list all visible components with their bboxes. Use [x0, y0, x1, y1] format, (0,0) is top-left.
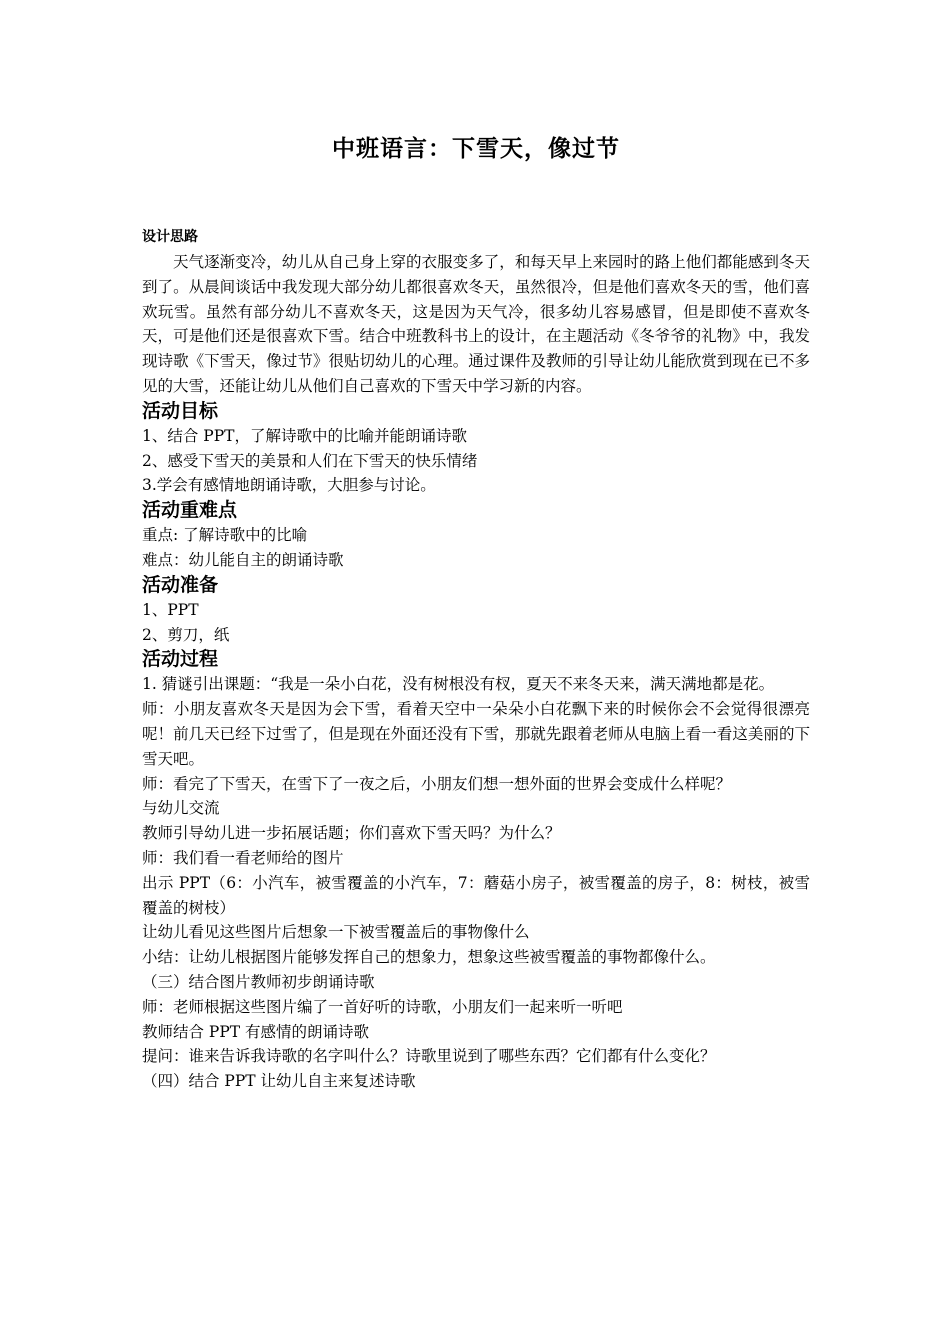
process-heading: 活动过程 — [142, 648, 219, 671]
process-item: 与幼儿交流 — [142, 799, 220, 818]
goals-heading: 活动目标 — [142, 399, 219, 422]
process-item: 师：老师根据这些图片编了一首好听的诗歌，小朋友们一起来听一听吧 — [142, 997, 623, 1016]
process-item: 师：看完了下雪天，在雪下了一夜之后，小朋友们想一想外面的世界会变成什么样呢？ — [142, 774, 732, 793]
design-label: 设计思路 — [142, 229, 198, 245]
goal-item: 3.学会有感情地朗诵诗歌，大胆参与讨论。 — [142, 476, 436, 495]
process-item: 小结：让幼儿根据图片能够发挥自己的想象力，想象这些被雪覆盖的事物都像什么。 — [142, 948, 716, 967]
keypoints-heading: 活动重难点 — [142, 499, 238, 522]
goal-item: 2、感受下雪天的美景和人们在下雪天的快乐情绪 — [142, 451, 478, 470]
process-item: 教师结合 PPT 有感情的朗诵诗歌 — [142, 1022, 370, 1041]
process-item: 让幼儿看见这些图片后想象一下被雪覆盖后的事物像什么 — [142, 923, 530, 942]
document-title: 中班语言：下雪天，像过节 — [332, 136, 620, 162]
process-item: 提问：谁来告诉我诗歌的名字叫什么？诗歌里说到了哪些东西？它们都有什么变化？ — [142, 1047, 716, 1066]
prep-heading: 活动准备 — [142, 573, 219, 596]
prep-item: 1、PPT — [142, 600, 199, 619]
document-body — [142, 224, 810, 1094]
goal-item: 1、结合 PPT，了解诗歌中的比喻并能朗诵诗歌 — [142, 426, 467, 445]
design-paragraph: 天气逐渐变冷，幼儿从自己身上穿的衣服变多了，和每天早上来园时的路上他们都能感到冬天到了。从晨间谈话中我发现大部分幼儿都很喜欢冬天，虽然很冷，但是他们喜欢冬天的雪，他们喜欢玩雪。虽然有部分幼儿不喜欢冬天，这是因为天气冷，很多幼儿容易感冒，但是即使不喜欢冬天，可是他们还是很喜欢下雪。结合中班教科书上的设计，在主题活动《冬爷爷的礼物》中，我发现诗歌《下雪天，像过节》很贴切幼儿的心理。通过课件及教师的引导让幼儿能欣赏到现在已不多见的大雪，还能让幼儿从他们自己喜欢的下雪天中学习新的内容。 — [142, 253, 810, 395]
process-item: 师：小朋友喜欢冬天是因为会下雪，看着天空中一朵朵小白花飘下来的时候你会不会觉得很漂亮呢！前几天已经下过雪了，但是现在外面还没有下雪，那就先跟着老师从电脑上看一看这美丽的下雪天吧。 — [142, 700, 810, 768]
process-item: （三）结合图片教师初步朗诵诗歌 — [142, 972, 375, 991]
process-item: 1. 猜谜引出课题：“我是一朵小白花，没有树根没有杈，夏天不来冬天来，满天满地都是花。 — [142, 675, 775, 694]
process-item: （四）结合 PPT 让幼儿自主来复述诗歌 — [142, 1072, 416, 1091]
keypoint-item: 难点：幼儿能自主的朗诵诗歌 — [142, 550, 344, 569]
process-item: 出示 PPT（6：小汽车，被雪覆盖的小汽车，7：蘑菇小房子，被雪覆盖的房子，8：树枝，被雪覆盖的树枝） — [142, 873, 810, 917]
process-item: 师：我们看一看老师给的图片 — [142, 848, 344, 867]
keypoint-item: 重点: 了解诗歌中的比喻 — [142, 526, 308, 545]
prep-item: 2、剪刀，纸 — [142, 625, 230, 644]
process-item: 教师引导幼儿进一步拓展话题；你们喜欢下雪天吗？为什么？ — [142, 824, 561, 843]
